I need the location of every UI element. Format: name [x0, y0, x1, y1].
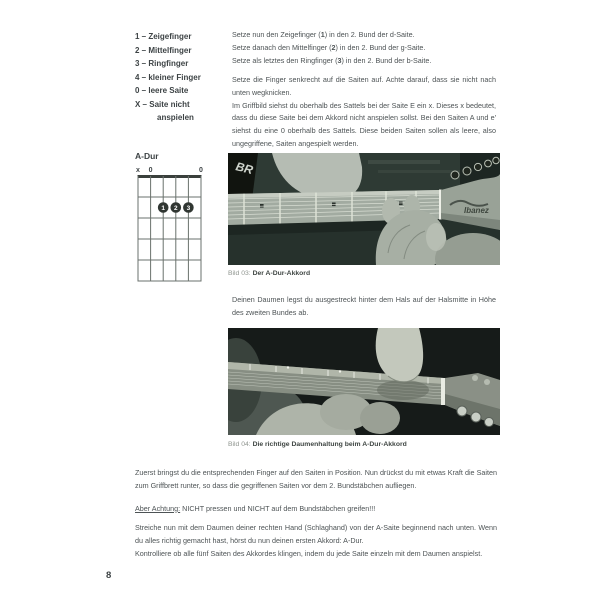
step-3-finger-number: 3 — [337, 55, 342, 65]
step-1-text-end: ) in den 2. Bund der d-Saite. — [324, 30, 415, 39]
legend-item-kleiner-finger: 4 – kleiner Finger — [135, 72, 201, 82]
chord-title: A-Dur — [135, 151, 159, 161]
warning-line — [135, 503, 497, 516]
nut — [441, 378, 445, 405]
legend-item-leere-saite: 0 – leere Saite — [135, 86, 189, 95]
intro-text — [232, 29, 496, 151]
poster-letters: BR — [234, 159, 255, 178]
finger-legend — [135, 30, 221, 125]
finger-dot-2-number: 2 — [173, 205, 178, 212]
legend-item-mittelfinger: 2 – Mittelfinger — [135, 45, 192, 55]
chord-marker-open-a-icon: 0 — [148, 167, 153, 174]
caption-bild-03 — [228, 270, 310, 277]
chord-marker-x-icon: x — [136, 167, 140, 174]
chord-diagram-a-dur — [135, 151, 215, 285]
legend-item-ringfinger: 3 – Ringfinger — [135, 59, 189, 68]
step-1-finger-number: 1 — [320, 30, 325, 39]
step-3-text: Setze als letztes den Ringfinger ( — [232, 55, 338, 65]
caption-bild-03-label: Bild 03: — [228, 270, 251, 277]
caption-bild-04 — [228, 441, 407, 448]
warning-text: NICHT pressen und NICHT auf dem Bundstäbchen greifen!!! — [182, 503, 376, 513]
step-line-2 — [232, 42, 496, 55]
caption-bild-04-text: Die richtige Daumenhaltung beim A-Dur-Akkord — [252, 441, 407, 448]
step-line-3 — [232, 55, 496, 68]
caption-bild-03-text: Der A-Dur-Akkord — [252, 270, 311, 277]
legend-item-zeigefinger: 1 – Zeigefinger — [135, 32, 192, 41]
step-2-text: Setze danach den Mittelfinger ( — [232, 42, 332, 52]
photo-a-dur-illustration — [228, 153, 500, 265]
chord-nut — [138, 175, 202, 178]
strum-paragraph: Streiche nun mit dem Daumen deiner rechten Hand (Schlaghand) von der A-Saite beginnend nach unten. Wenn du alles richtig gemacht hast, hörst du nun deinen ersten Akkord: A-Dur. — [135, 522, 497, 545]
finger-dot-3-number: 3 — [186, 205, 191, 212]
legend-item-nicht-anspielen: X – Saite nicht anspielen — [135, 99, 194, 122]
warning-label: Aber Achtung: — [135, 503, 181, 513]
chord-grid — [135, 163, 205, 285]
press-strings-paragraph: Zuerst bringst du die entsprechenden Finger auf den Saiten in Position. Nun drückst du mit etwas Kraft die Saiten zum Griffbrett runter, so dass die gegriffenen Saiten vor dem 2. Bundstäbchen aufliegen. — [135, 468, 497, 490]
chord-strings — [138, 176, 201, 281]
chord-marker-open-e-icon: 0 — [199, 167, 203, 174]
page-number: 8 — [106, 570, 112, 581]
caption-bild-04-label: Bild 04: — [228, 441, 251, 448]
photo-daumenhaltung — [228, 328, 500, 435]
headstock-logo: Ibanez — [464, 206, 489, 215]
step-3-text-end: ) in den 2. Bund der b-Saite. — [341, 55, 432, 65]
photo-a-dur-akkord — [228, 153, 500, 265]
step-2-finger-number: 2 — [331, 42, 336, 52]
bottom-text — [135, 467, 497, 560]
posture-paragraph: Setze die Finger senkrecht auf die Saiten auf. Achte darauf, dass sie nicht nach unten wegknicken. — [232, 74, 496, 97]
step-line-1 — [232, 29, 496, 42]
check-strings-paragraph: Kontrolliere ob alle fünf Saiten des Akkordes klingen, indem du jede Saite einzeln mit dem Daumen anspielst. — [135, 548, 483, 558]
step-2-text-end: ) in den 2. Bund der g-Saite. — [335, 42, 426, 52]
griffbild-paragraph: Im Griffbild siehst du oberhalb des Sattels bei der Saite E ein x. Dieses x bedeutet, dass du diese Saite bei dem Akkord nicht anspielen sollst. Bei den Saiten A und e' siehst du eine 0 oberhalb des Sattels. Diese beiden Saiten sollen als leere, also ungegriffene, Saiten angespielt werden. — [232, 100, 496, 149]
step-1-text: Setze nun den Zeigefinger ( — [232, 30, 321, 39]
chord-finger-dots — [158, 202, 194, 213]
finger-placement-steps — [232, 29, 496, 68]
finger-dot-1-number: 1 — [161, 205, 166, 212]
thumb-paragraph: Deinen Daumen legst du ausgestreckt hinter dem Hals auf der Halsmitte in Höhe des zweiten Bundes ab. — [232, 295, 496, 317]
photo-daumenhaltung-illustration — [228, 328, 500, 435]
